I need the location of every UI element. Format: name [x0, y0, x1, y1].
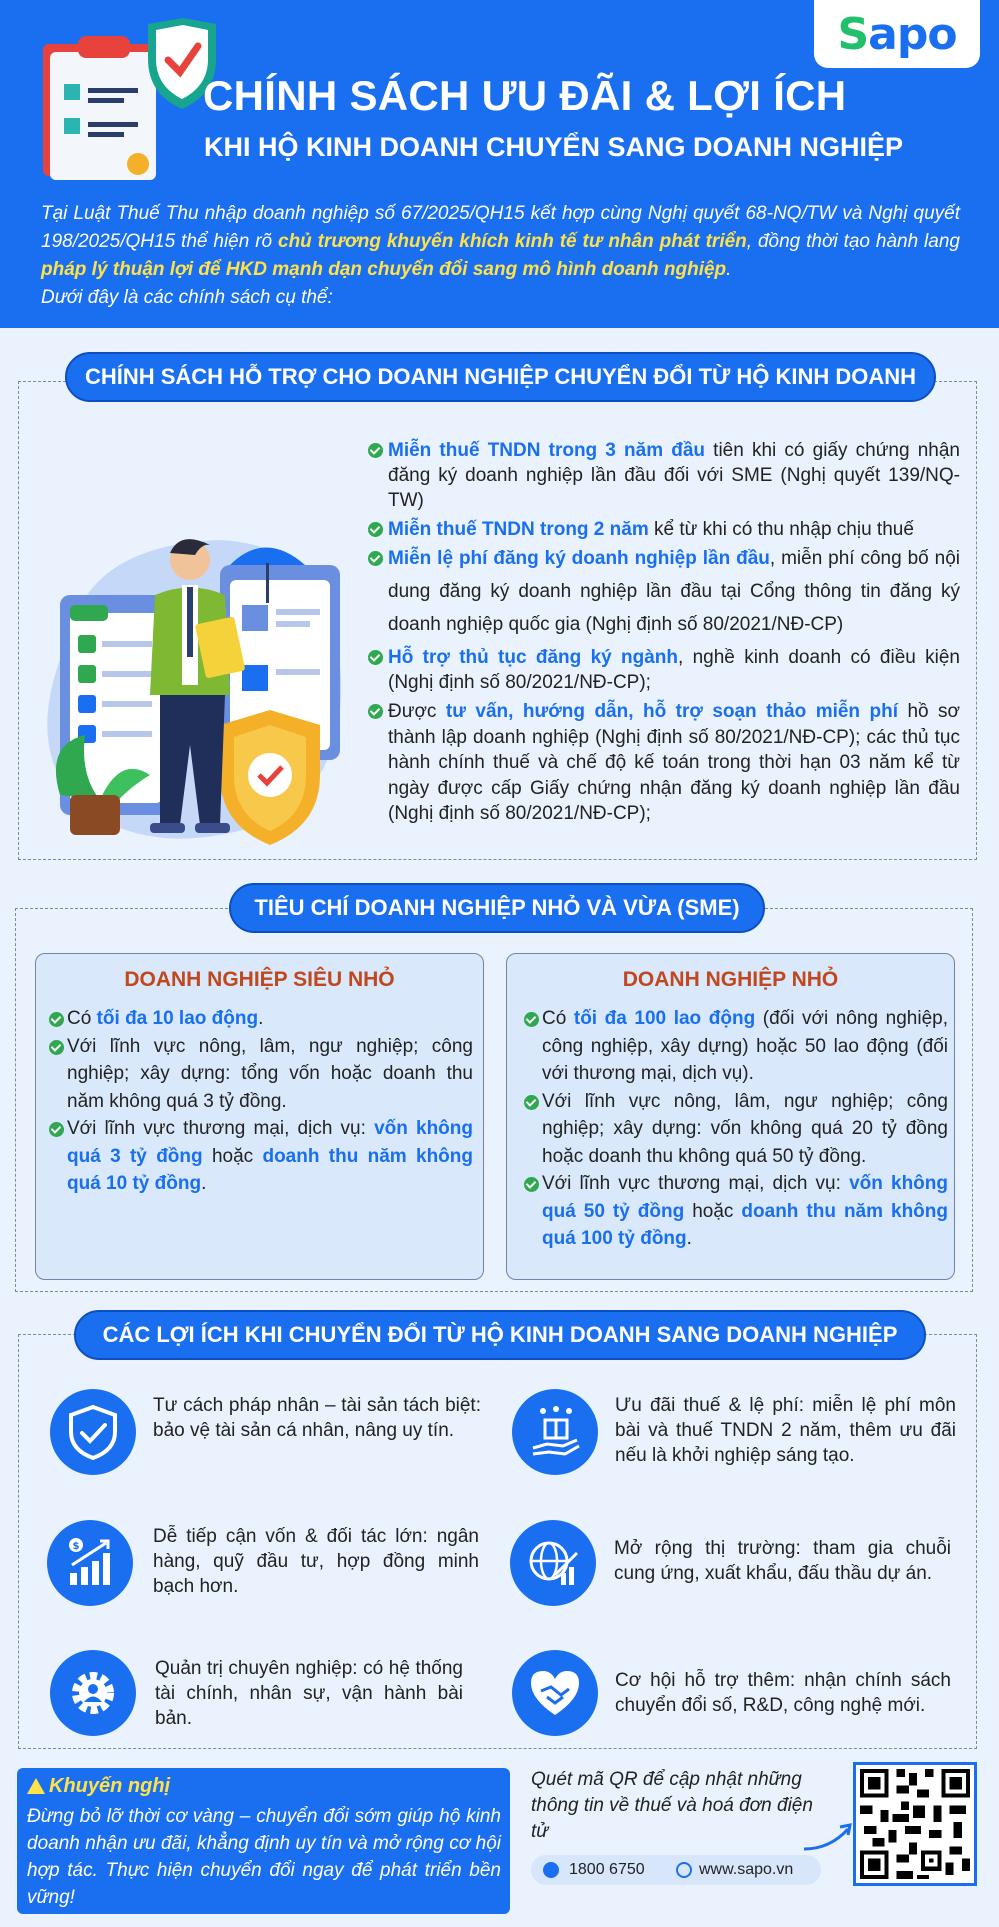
list-item: Với lĩnh vực thương mại, dịch vụ: vốn không quá 50 tỷ đồng hoặc doanh thu năm không quá 100 tỷ đồng. — [524, 1170, 948, 1253]
contact-bar — [531, 1855, 821, 1885]
list-item: Với lĩnh vực nông, lâm, ngư nghiệp; công nghiệp; xây dựng: vốn không quá 20 tỷ đồng hoặc doanh thu không quá 50 tỷ đồng. — [524, 1088, 948, 1171]
gear-person-icon — [50, 1650, 136, 1736]
benefits-heading: CÁC LỢI ÍCH KHI CHUYỂN ĐỔI TỪ HỘ KINH DOANH SANG DOANH NGHIỆP — [74, 1310, 926, 1360]
handshake-heart-icon — [512, 1650, 598, 1736]
recommendation-box — [17, 1768, 510, 1914]
checklist-shield-icon — [38, 14, 218, 184]
small-card-title: DOANH NGHIỆP NHỎ — [622, 968, 839, 991]
benefit-text: Quản trị chuyên nghiệp: có hệ thống tài chính, nhân sự, vận hành bài bản. — [155, 1658, 463, 1729]
recommendation-title: Khuyến nghị — [27, 1775, 170, 1798]
growth-chart-icon — [47, 1520, 133, 1606]
arrow-icon — [800, 1815, 856, 1855]
micro-card-title: DOANH NGHIỆP SIÊU NHỎ — [124, 968, 395, 991]
benefit-text: Dễ tiếp cận vốn & đối tác lớn: ngân hàng, quỹ đầu tư, hợp đồng minh bạch hơn. — [153, 1526, 479, 1597]
check-icon — [49, 1012, 64, 1027]
header-banner — [0, 0, 999, 328]
sapo-logo[interactable]: Sapo — [814, 0, 980, 68]
policy-item: Miễn thuế TNDN trong 2 năm kể từ khi có thu nhập chịu thuế — [368, 517, 960, 542]
small-enterprise-card — [506, 953, 955, 1280]
benefit-text: Cơ hội hỗ trợ thêm: nhận chính sách chuyển đổi số, R&D, công nghệ mới. — [615, 1670, 951, 1716]
recommendation-body: Đừng bỏ lỡ thời cơ vàng – chuyển đổi sớm giúp hộ kinh doanh nhận ưu đãi, khẳng định uy tín và mở rộng cơ hội hợp tác. Thực hiện chuyển đổi ngay để phát triển bền vững! — [27, 1806, 501, 1908]
list-item: Với lĩnh vực thương mại, dịch vụ: vốn không quá 3 tỷ đồng hoặc doanh thu năm không quá 10 tỷ đồng. — [49, 1115, 473, 1198]
check-icon — [368, 551, 383, 566]
list-item: Có tối đa 100 lao động (đối với nông nghiệp, công nghiệp, xây dựng) hoặc 50 lao động (đối với thương mại, dịch vụ). — [524, 1005, 948, 1088]
gift-hand-icon — [512, 1389, 598, 1475]
qr-caption: Quét mã QR để cập nhật những thông tin về thuế và hoá đơn điện tử — [531, 1769, 813, 1842]
check-icon — [524, 1177, 539, 1192]
small-criteria-list — [524, 1005, 948, 1253]
micro-enterprise-card — [35, 953, 484, 1280]
benefit-text: Ưu đãi thuế & lệ phí: miễn lệ phí môn bài và thuế TNDN 2 năm, thêm ưu đãi nếu là khởi nghiệp sáng tạo. — [615, 1395, 956, 1466]
shield-check-icon — [50, 1389, 136, 1475]
website-link[interactable]: www.sapo.vn — [699, 1861, 794, 1878]
page-subtitle: KHI HỘ KINH DOANH CHUYỂN SANG DOANH NGHIỆP — [204, 132, 904, 162]
micro-criteria-list — [49, 1005, 473, 1198]
globe-icon — [676, 1862, 692, 1878]
policy-item: Miễn thuế TNDN trong 3 năm đầu tiên khi có giấy chứng nhận đăng ký doanh nghiệp lần đầu đối với SME (Nghị quyết 139/NQ-TW) — [368, 438, 960, 513]
svg-text:$: $ — [72, 1541, 80, 1552]
globe-chart-icon — [510, 1520, 596, 1606]
check-icon — [49, 1040, 64, 1055]
intro-paragraph: Tại Luật Thuế Thu nhập doanh nghiệp số 67/2025/QH15 kết hợp cùng Nghị quyết 68-NQ/TW và Nghị quyết 198/2025/QH15 thể hiện rõ chủ trương khuyến khích kinh tế tư nhân phát triển, đồng thời tạo hành lang pháp lý thuận lợi để HKD mạnh dạn chuyển đổi sang mô hình doanh nghiệp. Dưới đây là các chính sách cụ thể: — [41, 203, 960, 308]
qr-code[interactable] — [853, 1762, 977, 1886]
support-heading: CHÍNH SÁCH HỖ TRỢ CHO DOANH NGHIỆP CHUYỂN ĐỔI TỪ HỘ KINH DOANH — [65, 352, 936, 402]
check-icon — [368, 704, 383, 719]
check-icon — [368, 650, 383, 665]
check-icon — [368, 522, 383, 537]
benefit-text: Mở rộng thị trường: tham gia chuỗi cung ứng, xuất khẩu, đấu thầu dự án. — [614, 1538, 951, 1584]
phone-icon — [543, 1862, 559, 1878]
phone-number[interactable]: 1800 6750 — [569, 1861, 645, 1878]
policy-item: Miễn lệ phí đăng ký doanh nghiệp lần đầu, miễn phí công bố nội dung đăng ký doanh nghiệp lần đầu tại Cổng thông tin đăng ký doanh nghiệp quốc gia (Nghị định số 80/2021/NĐ-CP) — [368, 542, 960, 641]
businessman-illustration — [30, 525, 350, 855]
list-item: Có tối đa 10 lao động. — [49, 1005, 473, 1033]
check-icon — [49, 1122, 64, 1137]
check-icon — [368, 443, 383, 458]
list-item: Với lĩnh vực nông, lâm, ngư nghiệp; công nghiệp; xây dựng: tổng vốn hoặc doanh thu năm không quá 3 tỷ đồng. — [49, 1033, 473, 1116]
support-policy-list — [368, 438, 960, 827]
page-title: CHÍNH SÁCH ƯU ĐÃI & LỢI ÍCH — [203, 72, 847, 119]
check-icon — [524, 1095, 539, 1110]
check-icon — [524, 1012, 539, 1027]
policy-item: Được tư vấn, hướng dẫn, hỗ trợ soạn thảo miễn phí hồ sơ thành lập doanh nghiệp (Nghị định số 80/2021/NĐ-CP); các thủ tục hành chính thuế và chế độ kế toán trong thời hạn 03 năm kể từ ngày được cấp Giấy chứng nhận đăng ký doanh nghiệp lần đầu (Nghị định số 80/2021/NĐ-CP); — [368, 699, 960, 827]
sme-heading: TIÊU CHÍ DOANH NGHIỆP NHỎ VÀ VỪA (SME) — [229, 883, 765, 933]
benefit-text: Tư cách pháp nhân – tài sản tách biệt: bảo vệ tài sản cá nhân, nâng uy tín. — [153, 1395, 481, 1441]
warning-icon — [27, 1778, 45, 1794]
policy-item: Hỗ trợ thủ tục đăng ký ngành, nghề kinh doanh có điều kiện (Nghị định số 80/2021/NĐ-CP); — [368, 645, 960, 695]
